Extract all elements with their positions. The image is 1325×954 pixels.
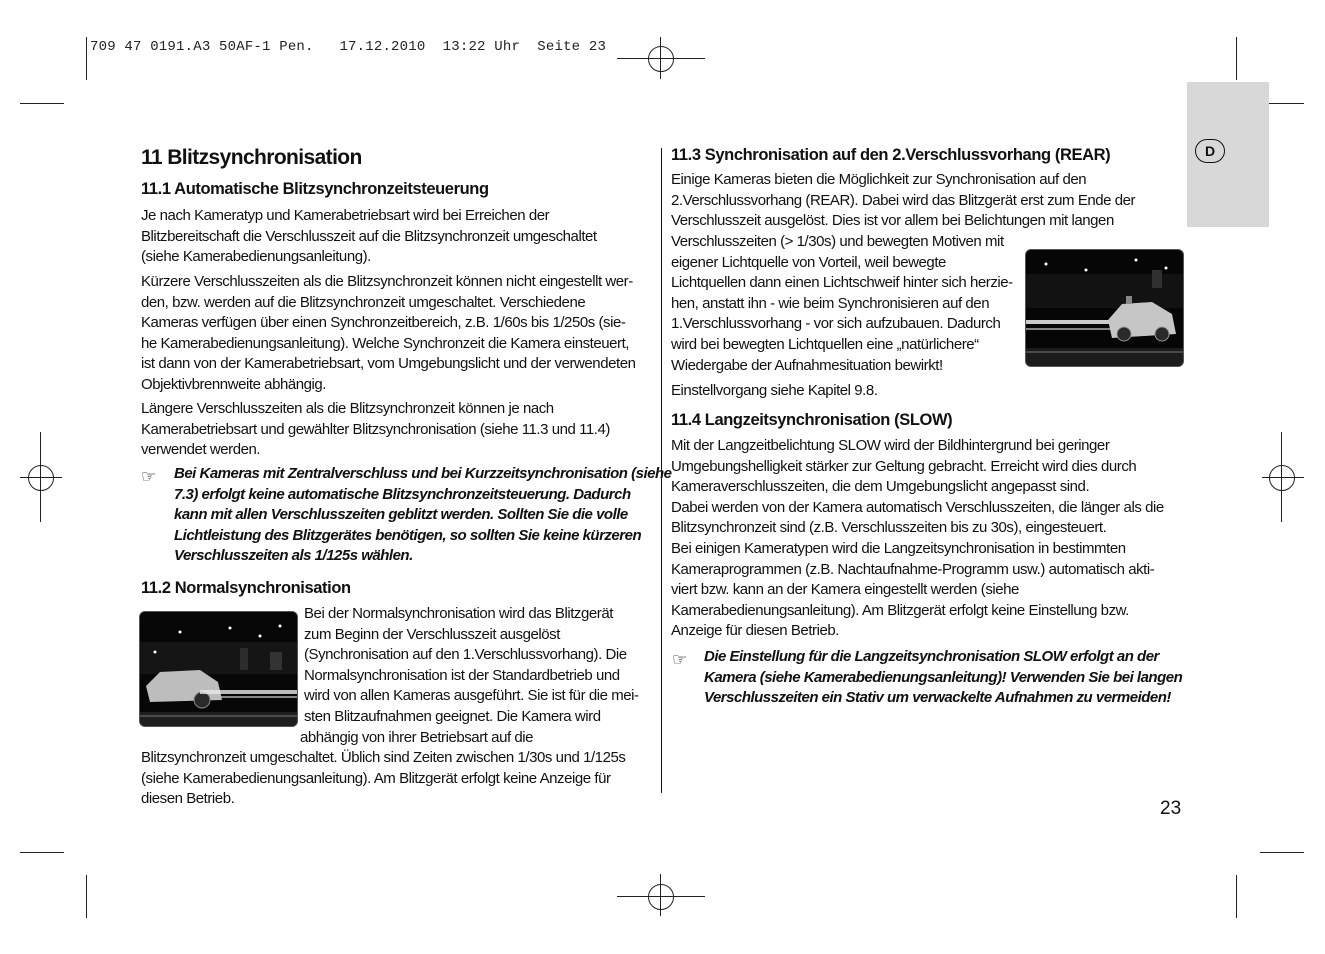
language-badge: D bbox=[1195, 139, 1225, 163]
heading-11-3: 11.3 Synchronisation auf den 2.Verschlussvorhang (REAR) bbox=[671, 146, 1111, 164]
para-11-2-beside: Bei der Normalsynchronisation wird das Blitzgerät zum Beginn der Verschlusszeit ausgelöst (Synchronisation auf den 1.Verschlussvorhang). Die Normalsynchronisation ist der Standardbetrieb und wird von allen Kameras ausgeführt. Sie ist für die mei- sten Blitzaufnahmen geeignet. Die Kamera wird abhängig von ihrer Betriebsart auf die bbox=[300, 605, 639, 746]
para-11-3-beside: Verschlusszeiten (> 1/30s) und bewegten Motiven mit eigener Lichtquelle von Vorteil, weil bewegte Lichtquellen dann einen Lichtschweif hinter sich herzie- hen, anstatt ihn - wie beim Synchronisieren auf den 1.Verschlussvorhang - vor sich aufzubauen. Dadurch wird bei bewegten Lichtquellen eine „natürlichere“ Wiedergabe der Aufnahmesituation bewirkt! bbox=[671, 233, 1013, 374]
heading-11-4: 11.4 Langzeitsynchronisation (SLOW) bbox=[671, 411, 953, 429]
para-11-1-b: Kürzere Verschlusszeiten als die Blitzsynchronzeit können nicht eingestellt wer- den, bzw. werden auf die Blitzsynchronzeit umgeschaltet. Verschiedene Kameras verfügen über einen Synchronzeitbereich, z.B. 1/60s bis 1/250s (sie- he Kamerabedienungsanleitung). Welche Synchronzeit die Kamera einsteuert, ist dann von der Kamerabetriebsart, vom Umgebungslicht und der verwendeten Objektivbrennweite abhängig. bbox=[141, 273, 636, 393]
pointing-hand-icon: ☞ bbox=[672, 650, 688, 669]
para-11-4: Mit der Langzeitbelichtung SLOW wird der Bildhintergrund bei geringer Umgebungshelligkeit stärker zur Geltung gebracht. Erreicht wird dies durch Kameraverschlusszeiten, die dem Umgebungslicht angepasst sind. Dabei werden von der Kamera automatisch Verschlusszeiten, die länger als die Blitzsynchronzeit sind (z.B. Verschlusszeiten bis zu 30s), eingesteuert. Bei einigen Kameratypen wird die Langzeitsynchronisation in bestimmten Kameraprogrammen (z.B. Nachtaufnahme-Programm usw.) automatisch akti- viert bzw. kann an der Kamera eingestellt werden (siehe Kamerabedienungsanleitung). Am Blitzgerät erfolgt keine Einstellung bzw. Anzeige für diesen Betrieb. bbox=[671, 437, 1164, 640]
para-11-3-full: Einige Kameras bieten die Möglichkeit zur Synchronisation auf den 2.Verschlussvorhang (REAR). Dabei wird das Blitzgerät erst zum Ende der Verschlusszeit ausgelöst. Dies ist vor allem bei Belichtungen mit langen bbox=[671, 171, 1136, 230]
para-11-2-below: Blitzsynchronzeit umgeschaltet. Üblich sind Zeiten zwischen 1/30s und 1/125s (siehe Kamerabedienungsanleitung). Am Blitzgerät erfolgt keine Anzeige für diesen Betrieb. bbox=[141, 749, 626, 808]
heading-11-2: 11.2 Normalsynchronisation bbox=[141, 579, 351, 597]
page-title: 11 Blitzsynchronisation bbox=[141, 146, 362, 169]
heading-11-1: 11.1 Automatische Blitzsynchronzeitsteuerung bbox=[141, 180, 489, 198]
para-11-1-c: Längere Verschlusszeiten als die Blitzsynchronzeit können je nach Kamerabetriebsart und gewählter Blitzsynchronisation (siehe 11.3 und 11.4) verwendet werden. bbox=[141, 400, 610, 459]
night-street-photo-normal-sync bbox=[139, 611, 298, 727]
para-11-1-a: Je nach Kameratyp und Kamerabetriebsart wird bei Erreichen der Blitzbereitschaft die Verschlusszeit auf die Blitzsynchronzeit umgeschaltet (siehe Kamerabedienungsanleitung). bbox=[141, 207, 597, 266]
para-11-3-ref: Einstellvorgang siehe Kapitel 9.8. bbox=[671, 382, 878, 399]
note-11-4: Die Einstellung für die Langzeitsynchronisation SLOW erfolgt an der Kamera (siehe Kamerabedienungsanleitung)! Verwenden Sie bei langen Verschlusszeiten ein Stativ um verwackelte Aufnahmen zu vermeiden! bbox=[704, 648, 1183, 707]
pointing-hand-icon: ☞ bbox=[141, 467, 157, 486]
page-number: 23 bbox=[1160, 798, 1182, 819]
note-11-1: Bei Kameras mit Zentralverschluss und bei Kurzzeitsynchronisation (siehe 7.3) erfolgt keine automatische Blitzsynchronzeitsteuerung. Dadurch kann mit allen Verschlusszeiten geblitzt werden. Sollten Sie die volle Lichtleistung des Blitzgerätes benötigen, so sollten Sie keine kürzeren Verschlusszeiten als 1/125s wählen. bbox=[174, 465, 672, 565]
night-street-photo-rear-sync bbox=[1025, 249, 1184, 367]
section-11-title bbox=[141, 146, 362, 170]
print-slug: 709 47 0191.A3 50AF-1 Pen. 17.12.2010 13:22 Uhr Seite 23 bbox=[90, 39, 607, 55]
